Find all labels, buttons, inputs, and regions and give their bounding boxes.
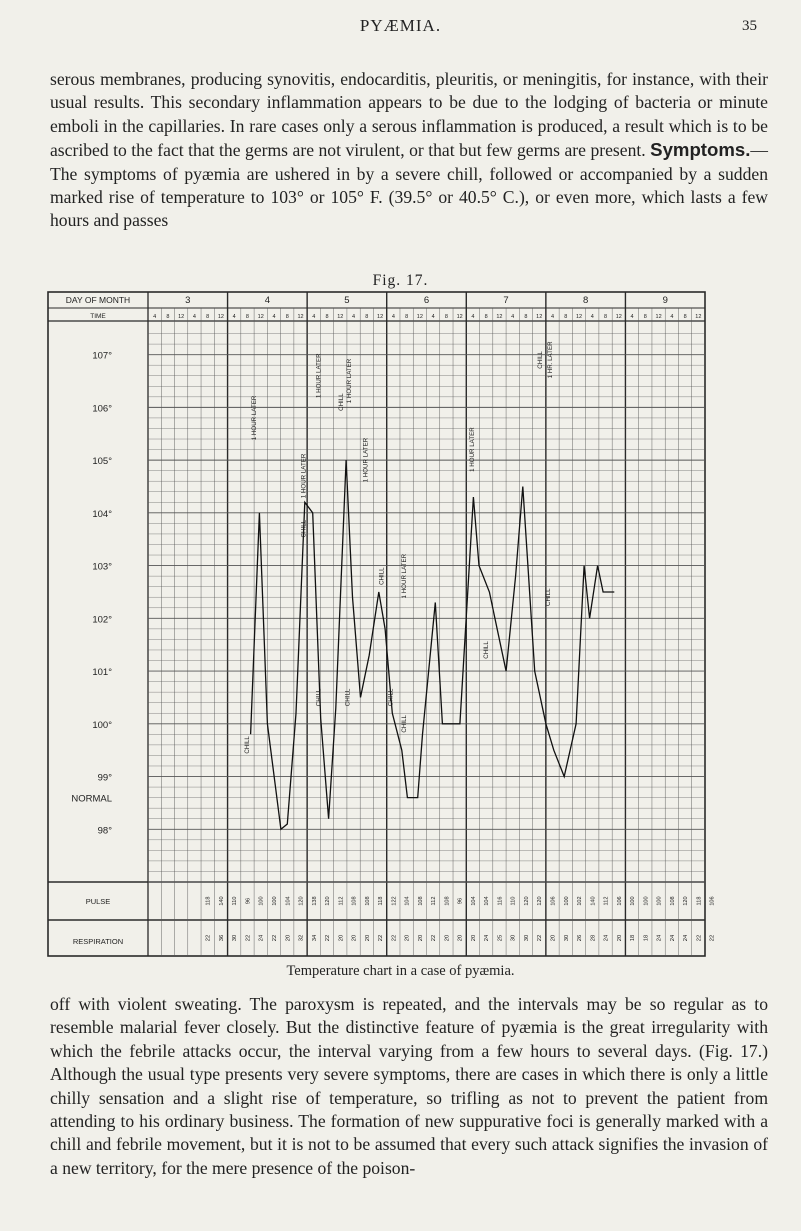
respiration-value: 24 — [484, 934, 491, 942]
pulse-value: 100 — [630, 896, 637, 906]
chart-annotation: 1 HOUR LATER — [300, 453, 308, 499]
chart-annotation: 1 HOUR LATER — [362, 437, 370, 483]
respiration-value: 24 — [656, 934, 663, 942]
time-slot-label: 4 — [431, 314, 435, 320]
respiration-value: 18 — [643, 934, 650, 942]
pulse-value: 138 — [311, 896, 318, 906]
pulse-value: 106 — [550, 896, 557, 906]
temperature-tick-label: 107° — [92, 350, 112, 362]
pulse-value: 108 — [417, 896, 424, 906]
respiration-value: 20 — [338, 934, 345, 942]
temperature-tick-label: NORMAL — [71, 793, 112, 805]
temperature-tick-label: 102° — [92, 614, 112, 626]
time-slot-label: 12 — [536, 314, 543, 320]
time-slot-label: 8 — [683, 314, 687, 320]
respiration-value: 22 — [709, 934, 716, 942]
time-slot-label: 8 — [444, 314, 448, 320]
chart-annotation: 1 HOUR LATER — [251, 395, 259, 441]
day-of-month-label: DAY OF MONTH — [65, 295, 131, 305]
respiration-value: 20 — [457, 934, 464, 942]
time-slot-label: 8 — [365, 314, 369, 320]
pulse-value: 120 — [325, 896, 332, 906]
pulse-value: 100 — [656, 896, 663, 906]
pulse-value: 120 — [523, 896, 530, 906]
time-slot-label: 12 — [257, 314, 264, 320]
temperature-tick-label: 99° — [97, 772, 112, 784]
pulse-value: 110 — [232, 896, 239, 906]
respiration-value: 20 — [417, 934, 424, 942]
pulse-value: 116 — [497, 896, 504, 906]
pulse-value: 120 — [683, 896, 690, 906]
time-slot-label: 8 — [484, 314, 488, 320]
chart-annotation: CHILL — [400, 715, 408, 733]
day-number: 7 — [503, 295, 509, 306]
pulse-value: 106 — [709, 896, 716, 906]
chart-annotation: CHILL — [244, 736, 252, 754]
pulse-value: 96 — [245, 897, 252, 905]
pulse-value: 104 — [285, 896, 292, 906]
time-slot-label: 4 — [153, 314, 157, 320]
pulse-value: 140 — [590, 896, 597, 906]
time-slot-label: 8 — [206, 314, 210, 320]
day-number: 9 — [662, 295, 668, 306]
time-label: TIME — [90, 313, 106, 320]
time-slot-label: 12 — [377, 314, 384, 320]
day-number: 4 — [264, 295, 271, 306]
chart-annotation: 1 HOUR LATER — [315, 353, 323, 399]
chart-frame — [48, 292, 705, 956]
chart-annotation: CHILL — [344, 688, 352, 707]
chart-annotation: CHILL — [544, 588, 552, 606]
respiration-value: 30 — [523, 934, 530, 942]
day-number: 5 — [344, 295, 350, 306]
chart-annotation: CHILL — [378, 567, 386, 585]
pulse-value: 140 — [218, 896, 225, 906]
time-slot-label: 4 — [590, 314, 594, 320]
respiration-value: 24 — [683, 934, 690, 942]
time-slot-label: 4 — [272, 314, 276, 320]
time-slot-label: 4 — [471, 314, 475, 320]
temperature-tick-label: 106° — [92, 403, 112, 415]
respiration-label: RESPIRATION — [72, 937, 124, 946]
time-slot-label: 8 — [643, 314, 647, 320]
temperature-tick-label: 100° — [92, 719, 112, 731]
pulse-value: 118 — [205, 896, 212, 906]
temperature-tick-label: 105° — [92, 456, 112, 468]
chart-annotation: CHILL — [482, 641, 490, 659]
pulse-value: 108 — [351, 896, 358, 906]
respiration-value: 22 — [378, 934, 385, 942]
time-slot-label: 8 — [405, 314, 409, 320]
respiration-value: 22 — [431, 934, 438, 942]
pulse-value: 102 — [577, 896, 584, 906]
chart-annotation: 1 HOUR LATER — [400, 553, 408, 599]
paragraph-1-text: serous membranes, producing synovitis, endocarditis, pleuritis, or meningitis, for instance, with their usual results. This secondary inflammation appears to be due to the lodging of bacteria or minute emboli in the capillaries. In rare cases only a serous inflammation is produced, a result which is to be ascribed to the fact that the germs are not virulent, or that but few germs are present. — [50, 69, 768, 161]
pulse-value: 118 — [378, 896, 385, 906]
pulse-value: 104 — [404, 896, 411, 906]
respiration-value: 20 — [285, 934, 292, 942]
pulse-value: 112 — [338, 896, 345, 906]
time-slot-label: 4 — [550, 314, 555, 320]
time-slot-label: 12 — [416, 314, 423, 320]
pulse-value: 100 — [258, 896, 265, 906]
pulse-value: 120 — [537, 896, 544, 906]
time-slot-label: 12 — [178, 314, 185, 320]
pulse-value: 108 — [444, 896, 451, 906]
pulse-value: 122 — [391, 896, 398, 906]
respiration-value: 20 — [470, 934, 477, 942]
time-slot-label: 12 — [695, 314, 702, 320]
time-slot-label: 12 — [456, 314, 463, 320]
time-slot-label: 4 — [511, 314, 515, 320]
time-slot-label: 12 — [217, 314, 225, 320]
chart-annotation: 1 HR. LATER — [547, 341, 555, 379]
time-slot-label: 12 — [615, 314, 622, 320]
respiration-value: 30 — [232, 934, 239, 942]
respiration-value: 28 — [590, 934, 597, 942]
respiration-value: 22 — [271, 934, 278, 942]
time-slot-label: 12 — [297, 314, 304, 320]
figure-caption: Temperature chart in a case of pyæmia. — [286, 963, 515, 979]
chart-annotation: CHILL — [387, 688, 395, 707]
chart-annotation: 1 HOUR LATER — [469, 427, 477, 472]
pulse-value: 104 — [484, 896, 491, 906]
respiration-value: 18 — [630, 934, 637, 942]
respiration-value: 32 — [298, 934, 305, 942]
pulse-label: PULSE — [85, 897, 111, 906]
pulse-value: 100 — [643, 896, 650, 906]
pulse-value: 106 — [616, 896, 623, 906]
time-slot-label: 8 — [285, 314, 289, 320]
time-slot-label: 4 — [352, 314, 356, 320]
paragraph-2: off with violent sweating. The paroxysm is repeated, and the intervals may be so regular as to resemble malarial fever closely. But the distinctive feature of pyæmia is the great irregularity with which the febrile attacks occur, the interval varying from a few hours to several days. (Fig. 17.) Although the usual type presents very severe symptoms, there are cases in which there is only a little chilly sensation and a slight rise of temperature, so trifling as not to prevent the patient from attending to his ordinary business. The formation of new suppurative foci is generally marked with a chill and febrile movement, but it is not to be assumed that every such attack signifies the invasion of a new territory, for the mere presence of the poison- — [50, 994, 768, 1178]
pulse-value: 118 — [696, 896, 703, 906]
time-slot-label: 4 — [391, 314, 395, 320]
respiration-value: 20 — [616, 934, 623, 942]
respiration-value: 22 — [245, 934, 252, 942]
respiration-value: 22 — [205, 934, 212, 942]
pulse-value: 110 — [510, 896, 517, 906]
pulse-value: 108 — [669, 896, 676, 906]
chart-annotation: CHILL — [315, 688, 323, 707]
time-slot-label: 8 — [604, 314, 608, 320]
respiration-value: 20 — [550, 934, 557, 942]
time-slot-label: 8 — [564, 314, 568, 320]
respiration-value: 24 — [669, 934, 676, 942]
respiration-value: 30 — [563, 934, 570, 942]
respiration-value: 20 — [444, 934, 451, 942]
respiration-value: 25 — [497, 934, 504, 942]
respiration-value: 24 — [258, 934, 265, 942]
respiration-value: 22 — [391, 934, 398, 942]
respiration-value: 26 — [577, 934, 584, 942]
time-slot-label: 12 — [655, 314, 662, 320]
pulse-value: 120 — [298, 896, 305, 906]
time-slot-label: 4 — [192, 314, 196, 320]
chart-annotation: CHILL — [337, 393, 345, 411]
pulse-value: 100 — [271, 896, 278, 906]
chart-annotation: CHILL — [300, 519, 308, 538]
respiration-value: 30 — [510, 934, 517, 942]
respiration-value: 22 — [537, 934, 544, 942]
respiration-value: 20 — [404, 934, 411, 942]
pulse-value: 96 — [457, 897, 464, 905]
pulse-value: 104 — [470, 896, 477, 906]
respiration-value: 20 — [364, 934, 371, 942]
pulse-value: 100 — [563, 896, 570, 906]
time-slot-label: 8 — [166, 314, 170, 320]
day-number: 3 — [185, 295, 191, 306]
temperature-tick-label: 101° — [92, 667, 112, 679]
pulse-value: 112 — [431, 896, 438, 906]
symptoms-heading: Symptoms. — [650, 139, 751, 161]
time-slot-label: 12 — [337, 314, 344, 320]
chart-annotation: CHILL — [536, 351, 544, 369]
time-slot-label: 12 — [496, 314, 503, 320]
respiration-value: 22 — [325, 934, 332, 942]
time-slot-label: 8 — [245, 314, 249, 320]
respiration-value: 20 — [351, 934, 358, 942]
temperature-tick-label: 98° — [97, 825, 112, 837]
pulse-value: 112 — [603, 896, 610, 906]
time-slot-label: 8 — [524, 314, 528, 320]
respiration-value: 22 — [696, 934, 703, 942]
time-slot-label: 8 — [325, 314, 329, 320]
respiration-value: 24 — [603, 934, 610, 942]
chart-annotation: 1 HOUR LATER — [345, 358, 353, 404]
respiration-value: 36 — [218, 934, 225, 942]
page-number: 35 — [742, 18, 757, 34]
pulse-value: 108 — [364, 896, 371, 906]
day-number: 6 — [423, 295, 430, 306]
time-slot-label: 4 — [312, 314, 316, 320]
temperature-line — [251, 460, 615, 829]
time-slot-label: 12 — [575, 314, 583, 320]
temperature-tick-label: 103° — [92, 561, 112, 573]
respiration-value: 34 — [311, 934, 318, 942]
figure-label: Fig. 17. — [372, 272, 429, 289]
temperature-tick-label: 104° — [92, 508, 112, 520]
time-slot-label: 4 — [670, 314, 674, 320]
day-number: 8 — [582, 295, 589, 306]
time-slot-label: 4 — [630, 314, 634, 320]
running-head: PYÆMIA. — [359, 16, 442, 35]
time-slot-label: 4 — [232, 314, 236, 320]
paragraph-1-continuation: —The symptoms of pyæmia are ushered in by a severe chill, followed or accompanied by a sudden marked rise of temperature to 103° or 105° F. (39.5° or 40.5° C.), or even more, which lasts a few hours and passes — [50, 140, 768, 231]
